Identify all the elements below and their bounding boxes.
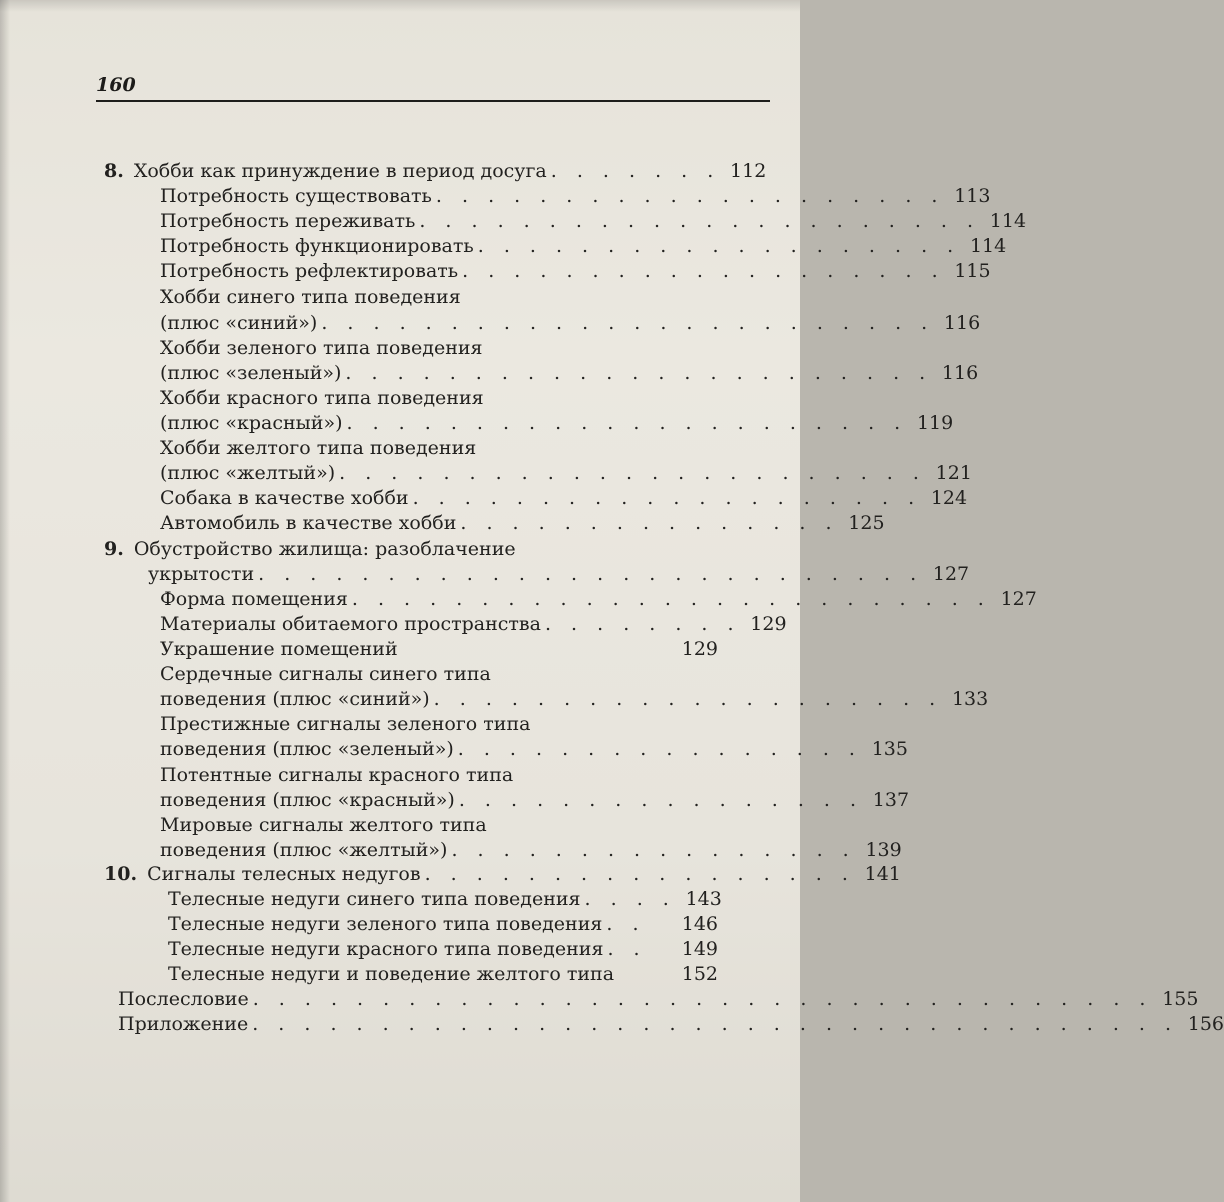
toc-entry-page: 135 bbox=[871, 738, 908, 760]
leader-dots: . . . . . . . . . . . . . . . . . . . . . . . . . . bbox=[258, 563, 924, 585]
leader-dots: . . . . . . . . . . . . . . . . bbox=[451, 839, 856, 861]
toc-entry-page: 127 bbox=[932, 563, 970, 585]
chapter-number: 9. bbox=[104, 538, 124, 560]
toc-entry-label: Автомобиль в качестве хобби bbox=[160, 512, 457, 534]
toc-entry-label: Престижные сигналы зеленого типа bbox=[160, 713, 531, 735]
chapter-number: 8. bbox=[104, 160, 124, 182]
toc-entry-label: Хобби как принуждение в период досуга bbox=[133, 160, 547, 182]
leader-dots: . . . . bbox=[584, 888, 676, 910]
toc-entry-page: 129 bbox=[681, 638, 718, 660]
toc-entry-page: 125 bbox=[848, 512, 885, 534]
leader-dots: . . . . . . . . . . . . . . . . . . . . . . . bbox=[345, 362, 933, 384]
toc-entry-label: Форма помещения bbox=[160, 588, 348, 610]
toc-entry-label-cont: (плюс «красный») bbox=[160, 412, 343, 434]
toc-entry bbox=[160, 183, 991, 209]
toc-entry bbox=[160, 611, 787, 637]
toc-entry-label: Обустройство жилища: разоблачение bbox=[133, 538, 516, 560]
toc-entry-label: Сигналы телесных недугов bbox=[147, 863, 421, 885]
toc-entry-label: Мировые сигналы желтого типа bbox=[160, 814, 487, 836]
toc-entry bbox=[160, 258, 991, 284]
toc-entry-page: 149 bbox=[681, 938, 718, 960]
leader-dots: . . . . . . . . . . . . . . . . bbox=[458, 789, 864, 811]
leader-dots: . . bbox=[606, 913, 646, 935]
toc-entry-line1 bbox=[160, 435, 718, 461]
toc-entry-page: 146 bbox=[681, 913, 718, 935]
toc-entry-line2 bbox=[160, 360, 979, 386]
toc-entry-page: 124 bbox=[930, 487, 968, 509]
leader-dots: . . bbox=[607, 938, 647, 960]
toc-entry-line2 bbox=[160, 837, 902, 863]
leader-dots: . . . . . . . . . . . . . . . . . . . bbox=[477, 235, 961, 257]
toc-entry-label: Хобби красного типа поведения bbox=[160, 387, 484, 409]
toc-entry-page: 115 bbox=[954, 260, 991, 282]
toc-entry-line1 bbox=[160, 385, 718, 411]
page-number: 160 bbox=[96, 74, 136, 96]
leader-dots: . . . . . . . . . . . . . . . . . . . . . . . . . . . . . . . . . . . . bbox=[252, 1013, 1179, 1035]
toc-entry-label-cont: поведения (плюс «желтый») bbox=[160, 839, 448, 861]
toc-entry-label: Материалы обитаемого пространства bbox=[160, 613, 541, 635]
toc-entry bbox=[160, 586, 1037, 612]
toc-entry-page: 137 bbox=[872, 789, 910, 811]
toc-entry-label: Телесные недуги синего типа поведения bbox=[168, 888, 581, 910]
toc-entry-page: 121 bbox=[935, 462, 972, 484]
toc-entry-page: 114 bbox=[969, 235, 1007, 257]
toc-entry-label: Послесловие bbox=[118, 988, 249, 1010]
toc-entry bbox=[160, 636, 718, 662]
leader-dots: . . . . . . . . . . . . . . . bbox=[460, 512, 839, 534]
toc-entry-page: 143 bbox=[685, 888, 722, 910]
toc-entry-line2 bbox=[160, 787, 910, 813]
toc-entry-label: Телесные недуги и поведение желтого типа bbox=[168, 963, 615, 985]
leader-dots: . . . . . . . . . . . . . . . . . . . . . . bbox=[419, 210, 981, 232]
toc-entry-chapter-line1 bbox=[104, 536, 718, 562]
toc-entry-label: Украшение помещений bbox=[160, 638, 398, 660]
toc-entry-label: Потребность существовать bbox=[160, 185, 432, 207]
toc-entry-label: Приложение bbox=[118, 1013, 249, 1035]
toc-entry-label-cont: поведения (плюс «красный») bbox=[160, 789, 455, 811]
toc-entry-line2 bbox=[160, 736, 908, 762]
toc-entry-line1 bbox=[160, 711, 718, 737]
toc-entry-page: 152 bbox=[681, 963, 718, 985]
toc-entry-page: 141 bbox=[864, 863, 901, 885]
toc-entry bbox=[160, 510, 885, 536]
leader-dots: . . . . . . . . . . . . . . . . . . . bbox=[462, 260, 945, 282]
toc-entry-line2 bbox=[160, 460, 972, 486]
leader-dots: . . . . . . . . . . . . . . . . bbox=[457, 738, 862, 760]
toc-entry-label-cont: поведения (плюс «зеленый») bbox=[160, 738, 454, 760]
toc-entry-label: Хобби желтого типа поведения bbox=[160, 437, 477, 459]
toc-entry-line2 bbox=[160, 410, 954, 436]
toc-entry-label: Хобби синего типа поведения bbox=[160, 286, 461, 308]
toc-entry-page: 133 bbox=[951, 688, 989, 710]
leader-dots: . . . . . . . . . . . . . . . . . . . . bbox=[435, 185, 945, 207]
leader-dots: . . . . . . . . . . . . . . . . . . . . . . bbox=[346, 412, 908, 434]
toc-entry-label: Хобби зеленого типа поведения bbox=[160, 337, 483, 359]
toc-entry-page: 112 bbox=[730, 160, 767, 182]
toc-entry-label: Потребность переживать bbox=[160, 210, 416, 232]
toc-entry-page: 139 bbox=[865, 839, 902, 861]
toc-entry-chapter-line2 bbox=[148, 561, 970, 587]
toc-entry-label-cont: (плюс «синий») bbox=[160, 312, 318, 334]
toc-entry-label: Телесные недуги красного типа поведения bbox=[168, 938, 604, 960]
leader-dots: . . . . . . . . . . . . . . . . . . . . . . . . . bbox=[351, 588, 991, 610]
toc-entry-page: 129 bbox=[750, 613, 787, 635]
toc-entry-label: Потребность рефлектировать bbox=[160, 260, 459, 282]
toc-entry-line2 bbox=[160, 686, 989, 712]
toc-entry-label: Сердечные сигналы синего типа bbox=[160, 663, 491, 685]
toc-entry bbox=[160, 208, 1027, 234]
toc-entry bbox=[168, 886, 722, 912]
toc-entry-backmatter bbox=[118, 1011, 1224, 1037]
toc-entry bbox=[168, 961, 718, 987]
toc-entry-label: Потребность функционировать bbox=[160, 235, 474, 257]
toc-entry-chapter bbox=[104, 158, 767, 184]
toc-entry-line1 bbox=[160, 762, 718, 788]
toc-entry-label-cont: (плюс «зеленый») bbox=[160, 362, 342, 384]
toc-entry-backmatter bbox=[118, 986, 1199, 1012]
toc-entry-label: Телесные недуги зеленого типа поведения bbox=[168, 913, 603, 935]
toc-entry-line1 bbox=[160, 335, 718, 361]
toc-entry-page: 113 bbox=[954, 185, 991, 207]
chapter-number: 10. bbox=[104, 863, 138, 885]
toc-entry-line2 bbox=[160, 310, 981, 336]
toc-entry-page: 156 bbox=[1187, 1013, 1224, 1035]
toc-entry-chapter bbox=[104, 861, 901, 887]
toc-entry-label-cont: укрытости bbox=[148, 563, 255, 585]
toc-entry-page: 116 bbox=[943, 312, 981, 334]
toc-entry-line1 bbox=[160, 284, 718, 310]
toc-entry bbox=[160, 485, 968, 511]
toc-entry-page: 119 bbox=[916, 412, 954, 434]
leader-dots: . . . . . . . . . . . . . . . . . . . . . . . . bbox=[321, 312, 935, 334]
toc-entry-page: 114 bbox=[989, 210, 1027, 232]
toc-entry-line1 bbox=[160, 812, 718, 838]
toc-entry-line1 bbox=[160, 661, 718, 687]
leader-dots: . . . . . . . . . . . . . . . . . bbox=[424, 863, 855, 885]
leader-dots: . . . . . . . . . . . . . . . . . . . . bbox=[412, 487, 922, 509]
leader-dots: . . . . . . . . . . . . . . . . . . . . . . . . . . . . . . . . . . . bbox=[252, 988, 1153, 1010]
leader-dots: . . . . . . . bbox=[550, 160, 721, 182]
toc-entry-label: Собака в качестве хобби bbox=[160, 487, 409, 509]
toc-entry bbox=[160, 233, 1007, 259]
toc-entry-page: 155 bbox=[1162, 988, 1199, 1010]
leader-dots: . . . . . . . . bbox=[544, 613, 741, 635]
toc-entry-label-cont: поведения (плюс «синий») bbox=[160, 688, 430, 710]
leader-dots: . . . . . . . . . . . . . . . . . . . . . . . bbox=[339, 462, 926, 484]
toc-entry-page: 116 bbox=[941, 362, 979, 384]
toc-entry bbox=[168, 911, 718, 937]
toc-entry bbox=[168, 936, 718, 962]
leader-dots: . . . . . . . . . . . . . . . . . . . . bbox=[433, 688, 943, 710]
toc-entry-label-cont: (плюс «желтый») bbox=[160, 462, 336, 484]
toc-entry-label: Потентные сигналы красного типа bbox=[160, 764, 514, 786]
toc-entry-page: 127 bbox=[1000, 588, 1037, 610]
